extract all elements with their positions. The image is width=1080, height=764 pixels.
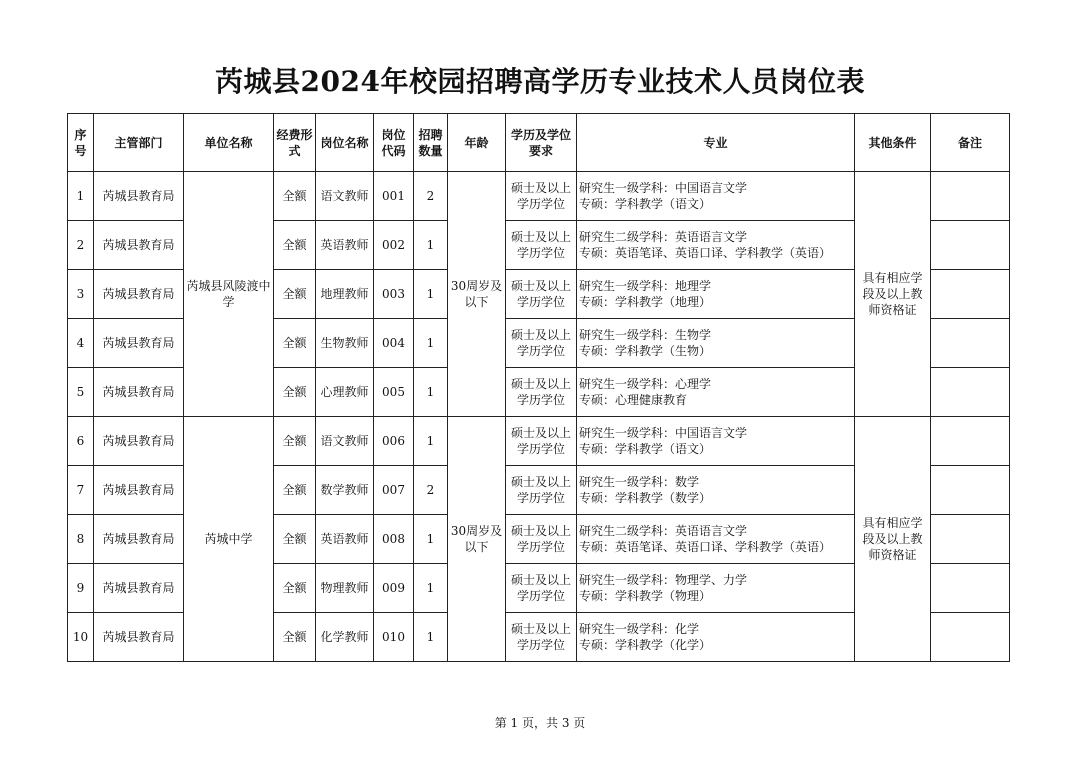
post-name-cell: 数学教师 <box>316 466 374 515</box>
other-conditions-cell: 具有相应学段及以上教师资格证 <box>855 172 931 417</box>
header-cell: 序号 <box>68 114 94 172</box>
post-name-cell: 物理教师 <box>316 564 374 613</box>
post-code-cell: 008 <box>374 515 414 564</box>
education-cell: 硕士及以上学历学位 <box>506 368 577 417</box>
post-code-cell: 010 <box>374 613 414 662</box>
hire-count-cell: 1 <box>414 319 448 368</box>
major-line-professional: 专硕：学科教学（化学） <box>579 638 712 652</box>
header-cell: 专业 <box>577 114 855 172</box>
post-name-cell: 生物教师 <box>316 319 374 368</box>
education-cell: 硕士及以上学历学位 <box>506 221 577 270</box>
education-cell: 硕士及以上学历学位 <box>506 613 577 662</box>
unit-cell: 芮城中学 <box>184 417 274 662</box>
post-name-cell: 英语教师 <box>316 515 374 564</box>
age-cell: 30周岁及以下 <box>448 172 506 417</box>
row-number-cell: 1 <box>68 172 94 221</box>
row-number-cell: 5 <box>68 368 94 417</box>
major-line-primary: 研究生一级学科：地理学 <box>579 279 712 293</box>
remarks-cell <box>931 172 1010 221</box>
dept-cell: 芮城县教育局 <box>94 319 184 368</box>
funding-cell: 全额 <box>274 613 316 662</box>
header-cell: 岗位代码 <box>374 114 414 172</box>
header-cell: 岗位名称 <box>316 114 374 172</box>
funding-cell: 全额 <box>274 319 316 368</box>
other-conditions-cell: 具有相应学段及以上教师资格证 <box>855 417 931 662</box>
funding-cell: 全额 <box>274 466 316 515</box>
post-code-cell: 007 <box>374 466 414 515</box>
table-row <box>68 172 1010 221</box>
major-line-primary: 研究生一级学科：物理学、力学 <box>579 573 748 587</box>
major-line-professional: 专硕：学科教学（语文） <box>579 197 712 211</box>
header-cell: 年龄 <box>448 114 506 172</box>
post-code-cell: 005 <box>374 368 414 417</box>
dept-cell: 芮城县教育局 <box>94 221 184 270</box>
remarks-cell <box>931 466 1010 515</box>
header-cell: 单位名称 <box>184 114 274 172</box>
row-number-cell: 9 <box>68 564 94 613</box>
remarks-cell <box>931 270 1010 319</box>
remarks-cell <box>931 564 1010 613</box>
funding-cell: 全额 <box>274 368 316 417</box>
row-number-cell: 3 <box>68 270 94 319</box>
post-name-cell: 语文教师 <box>316 172 374 221</box>
dept-cell: 芮城县教育局 <box>94 172 184 221</box>
header-cell: 主管部门 <box>94 114 184 172</box>
post-code-cell: 001 <box>374 172 414 221</box>
page-title: 芮城县2024年校园招聘高学历专业技术人员岗位表 <box>215 65 865 98</box>
hire-count-cell: 1 <box>414 417 448 466</box>
major-line-professional: 专硕：学科教学（生物） <box>579 344 712 358</box>
dept-cell: 芮城县教育局 <box>94 270 184 319</box>
table-row <box>68 417 1010 466</box>
major-cell <box>577 515 855 564</box>
major-line-professional: 专硕：英语笔译、英语口译、学科教学（英语） <box>579 246 832 260</box>
row-number-cell: 7 <box>68 466 94 515</box>
major-line-primary: 研究生一级学科：心理学 <box>579 377 712 391</box>
funding-cell: 全额 <box>274 270 316 319</box>
education-cell: 硕士及以上学历学位 <box>506 319 577 368</box>
education-cell: 硕士及以上学历学位 <box>506 417 577 466</box>
major-line-primary: 研究生一级学科：生物学 <box>579 328 712 342</box>
major-line-professional: 专硕：学科教学（物理） <box>579 589 712 603</box>
education-cell: 硕士及以上学历学位 <box>506 564 577 613</box>
positions-table <box>67 113 1010 662</box>
post-code-cell: 009 <box>374 564 414 613</box>
hire-count-cell: 1 <box>414 368 448 417</box>
dept-cell: 芮城县教育局 <box>94 417 184 466</box>
major-line-primary: 研究生一级学科：数学 <box>579 475 700 489</box>
major-cell <box>577 466 855 515</box>
header-cell: 经费形式 <box>274 114 316 172</box>
header-cell: 其他条件 <box>855 114 931 172</box>
hire-count-cell: 1 <box>414 515 448 564</box>
post-code-cell: 003 <box>374 270 414 319</box>
dept-cell: 芮城县教育局 <box>94 564 184 613</box>
hire-count-cell: 1 <box>414 564 448 613</box>
page-footer: 第 1 页，共 3 页 <box>494 716 586 730</box>
education-cell: 硕士及以上学历学位 <box>506 172 577 221</box>
dept-cell: 芮城县教育局 <box>94 613 184 662</box>
remarks-cell <box>931 417 1010 466</box>
major-cell <box>577 172 855 221</box>
funding-cell: 全额 <box>274 172 316 221</box>
post-name-cell: 语文教师 <box>316 417 374 466</box>
post-name-cell: 心理教师 <box>316 368 374 417</box>
major-line-primary: 研究生一级学科：中国语言文学 <box>579 181 748 195</box>
row-number-cell: 6 <box>68 417 94 466</box>
major-line-primary: 研究生二级学科：英语语言文学 <box>579 524 748 538</box>
dept-cell: 芮城县教育局 <box>94 466 184 515</box>
unit-cell: 芮城县风陵渡中学 <box>184 172 274 417</box>
major-cell <box>577 319 855 368</box>
hire-count-cell: 1 <box>414 270 448 319</box>
remarks-cell <box>931 515 1010 564</box>
header-cell: 招聘数量 <box>414 114 448 172</box>
funding-cell: 全额 <box>274 564 316 613</box>
funding-cell: 全额 <box>274 417 316 466</box>
education-cell: 硕士及以上学历学位 <box>506 466 577 515</box>
major-line-professional: 专硕：心理健康教育 <box>579 393 688 407</box>
table-header-row <box>68 114 1010 172</box>
row-number-cell: 10 <box>68 613 94 662</box>
major-cell <box>577 270 855 319</box>
major-cell <box>577 564 855 613</box>
major-line-primary: 研究生一级学科：化学 <box>579 622 700 636</box>
major-line-professional: 专硕：学科教学（地理） <box>579 295 712 309</box>
remarks-cell <box>931 613 1010 662</box>
remarks-cell <box>931 319 1010 368</box>
hire-count-cell: 1 <box>414 613 448 662</box>
major-cell <box>577 368 855 417</box>
post-code-cell: 004 <box>374 319 414 368</box>
row-number-cell: 2 <box>68 221 94 270</box>
education-cell: 硕士及以上学历学位 <box>506 515 577 564</box>
post-code-cell: 002 <box>374 221 414 270</box>
hire-count-cell: 1 <box>414 221 448 270</box>
remarks-cell <box>931 368 1010 417</box>
row-number-cell: 8 <box>68 515 94 564</box>
hire-count-cell: 2 <box>414 466 448 515</box>
post-code-cell: 006 <box>374 417 414 466</box>
age-cell: 30周岁及以下 <box>448 417 506 662</box>
post-name-cell: 英语教师 <box>316 221 374 270</box>
hire-count-cell: 2 <box>414 172 448 221</box>
major-cell <box>577 613 855 662</box>
major-line-professional: 专硕：英语笔译、英语口译、学科教学（英语） <box>579 540 832 554</box>
major-line-professional: 专硕：学科教学（语文） <box>579 442 712 456</box>
post-name-cell: 化学教师 <box>316 613 374 662</box>
remarks-cell <box>931 221 1010 270</box>
major-cell <box>577 417 855 466</box>
major-cell <box>577 221 855 270</box>
funding-cell: 全额 <box>274 515 316 564</box>
header-cell: 备注 <box>931 114 1010 172</box>
header-cell: 学历及学位要求 <box>506 114 577 172</box>
dept-cell: 芮城县教育局 <box>94 515 184 564</box>
education-cell: 硕士及以上学历学位 <box>506 270 577 319</box>
major-line-primary: 研究生二级学科：英语语言文学 <box>579 230 748 244</box>
major-line-primary: 研究生一级学科：中国语言文学 <box>579 426 748 440</box>
row-number-cell: 4 <box>68 319 94 368</box>
funding-cell: 全额 <box>274 221 316 270</box>
major-line-professional: 专硕：学科教学（数学） <box>579 491 712 505</box>
post-name-cell: 地理教师 <box>316 270 374 319</box>
dept-cell: 芮城县教育局 <box>94 368 184 417</box>
